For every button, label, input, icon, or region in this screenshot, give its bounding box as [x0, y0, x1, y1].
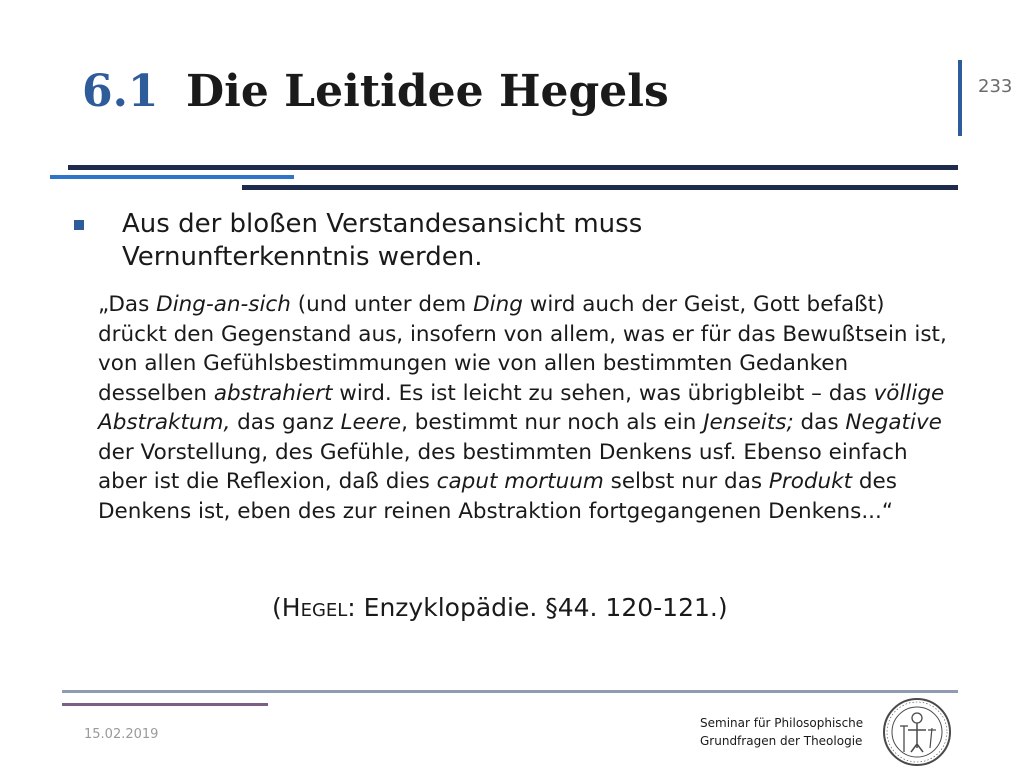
footer-rule [62, 690, 958, 693]
quote-emphasis: Ding [473, 292, 523, 317]
section-number: 6.1 [82, 66, 159, 117]
quote-text: (und unter dem [290, 292, 474, 317]
quote-text: der Vorstellung, des Gefühle, des bestimmten Denkens usf. Ebenso einfach aber ist die Reflexion, daß dies [98, 439, 908, 494]
page-number: 233 [978, 76, 1013, 97]
quote-emphasis: völlige Abstraktum, [98, 380, 945, 435]
quote-emphasis: Jenseits; [703, 410, 794, 435]
citation-rest: : Enzyklopädie. §44. 120-121.) [347, 593, 728, 622]
quote-emphasis: Produkt [768, 469, 853, 494]
quote-text: das ganz [230, 410, 341, 435]
bullet-text [122, 208, 922, 274]
quote-text: selbst nur das [603, 469, 769, 494]
citation-open: ( [272, 593, 282, 622]
header-rule-top [68, 165, 958, 170]
slide-title: Die Leitidee Hegels [186, 66, 669, 117]
header-rule-bottom [242, 185, 958, 190]
university-seal-icon [880, 696, 954, 768]
footer-date: 15.02.2019 [84, 727, 159, 742]
quote-emphasis: Negative [845, 410, 942, 435]
institution-line-2: Grundfragen der Theologie [700, 734, 863, 748]
hegel-quote [98, 290, 948, 526]
quote-emphasis: Leere [340, 410, 402, 435]
footer-institution [700, 714, 863, 750]
citation [272, 593, 728, 622]
institution-line-1: Seminar für Philosophische [700, 716, 864, 730]
quote-text: wird. Es ist leicht zu sehen, was übrigbleibt – das [332, 380, 874, 406]
bullet-line-2: Vernunfterkenntnis werden. [122, 242, 483, 272]
quote-text: „Das [98, 292, 157, 317]
bullet-square-icon [74, 220, 84, 230]
quote-emphasis: Ding-an-sich [156, 292, 291, 317]
bullet-line-1: Aus der bloßen Verstandesansicht muss [122, 209, 643, 239]
quote-text: wird auch der Geist, Gott befaßt) drückt den Gegenstand aus, insofern von allem, was er für das Bewußtsein ist, von allen Gefühlsbestimmungen wie von allen bestimmten Gedanken desselben [98, 292, 947, 406]
header-rule-accent [50, 175, 294, 179]
quote-text: das [793, 410, 846, 435]
quote-emphasis: abstrahiert [213, 380, 333, 406]
quote-text: , bestimmt nur noch als ein [401, 410, 704, 435]
footer-rule-accent [62, 703, 268, 706]
quote-emphasis: caput mortuum [436, 469, 604, 494]
citation-author: Hegel [281, 593, 348, 622]
title-vertical-divider [958, 60, 962, 136]
quote-text: des Denkens ist, eben des zur reinen Abstraktion fortgegangenen Denkens...“ [98, 469, 897, 524]
